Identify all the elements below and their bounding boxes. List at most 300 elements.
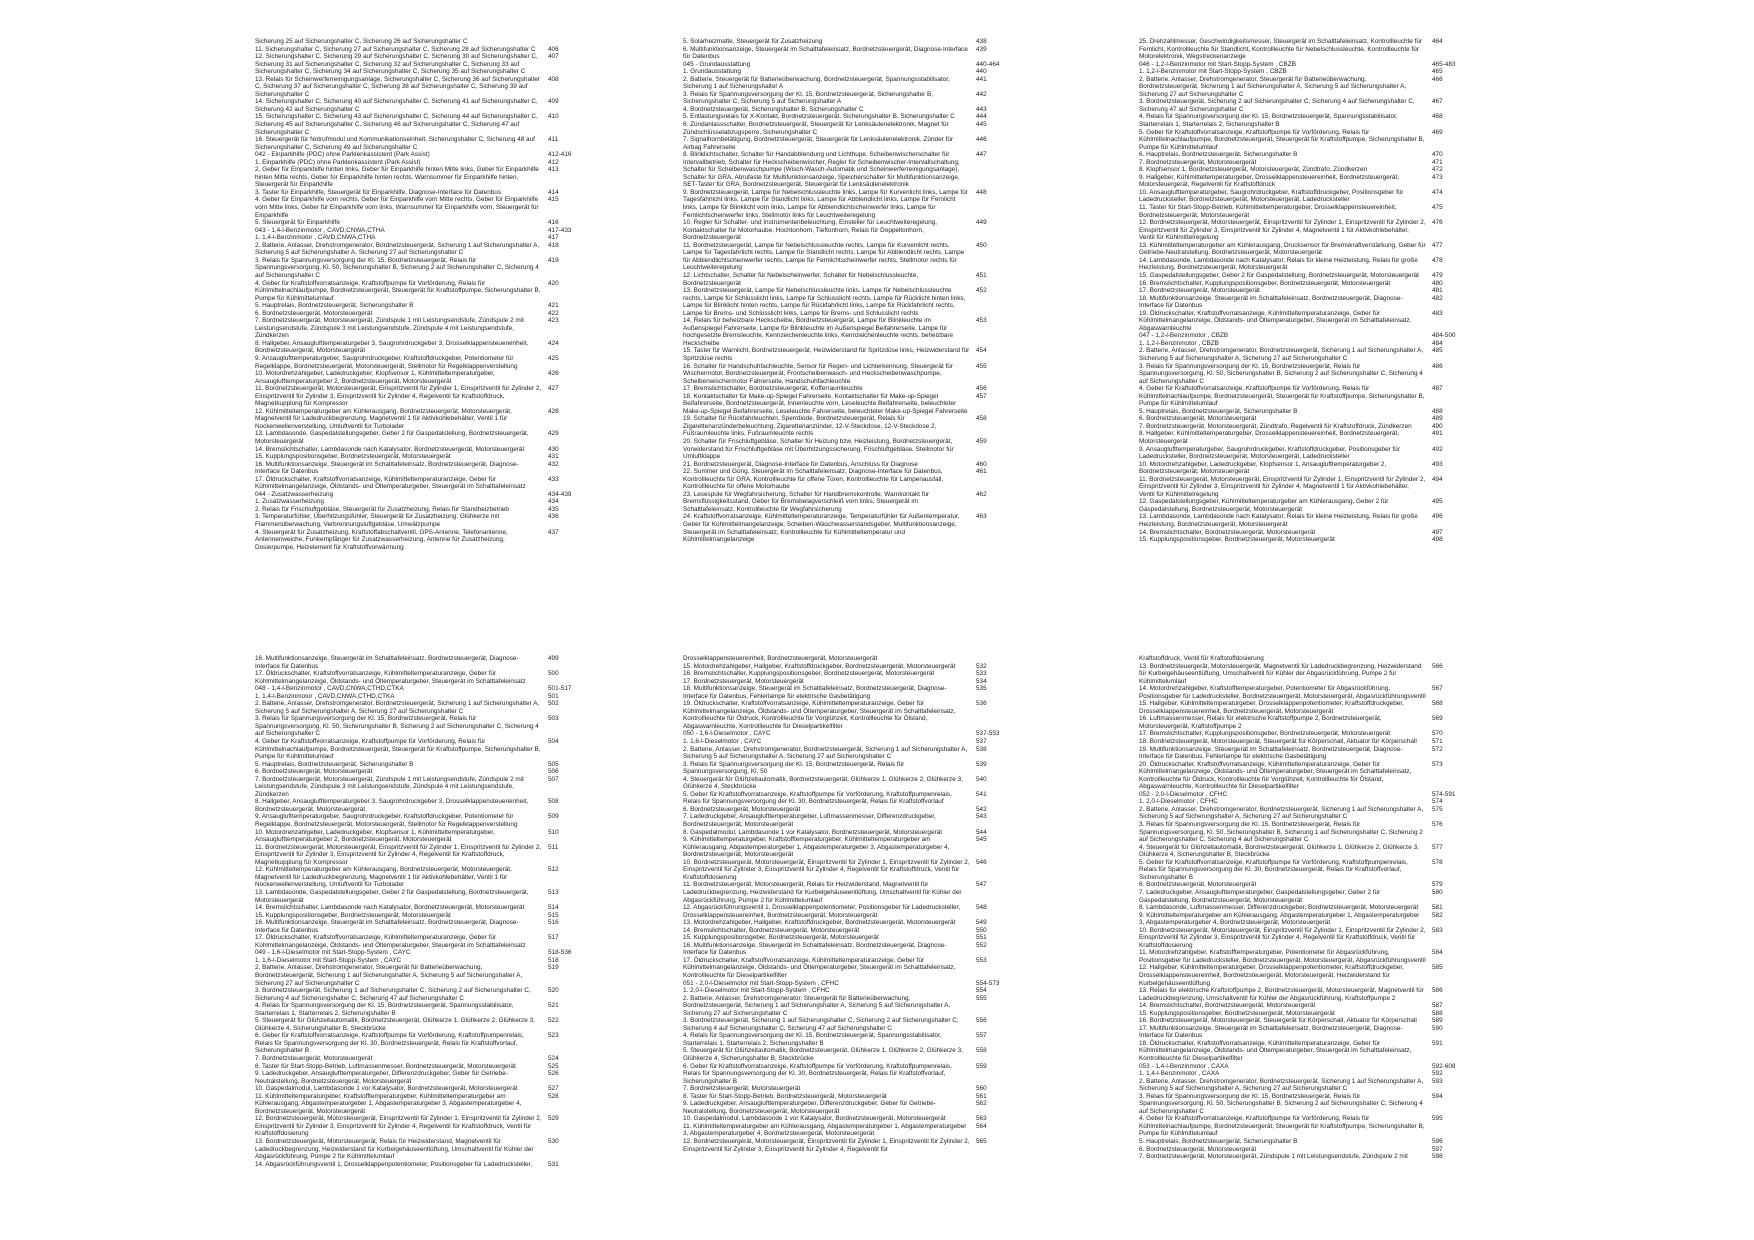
entry-text: 7. Bordnetzsteuergerät, Motorsteuergerät, Zündspule 1 mit Leistungsendstufe, Zündspule 2 mit Leistungsendstufe, Zündspule 3 mit Leistungsendstufe, Zündspule 4 mit Leistungsendstufe, Zündkerzen (255, 317, 524, 340)
index-entry-row (1139, 385, 1472, 408)
entry-page-number: 442 (976, 90, 987, 98)
index-entry-row (683, 136, 1016, 151)
entry-text: 4. Steuergerät für Glühzeitautomatik, Bordnetzsteuergerät, Glühkerze 1, Glühkerze 2, Glühkerze 3, Glühkerze 4, Sicherungshalter B, Steckbrücke (1139, 843, 1419, 859)
entry-page-number: 408 (548, 75, 559, 83)
entry-page-number: 482 (1432, 294, 1443, 302)
index-entry-row (255, 1138, 588, 1161)
entry-text: 17. Öldruckschalter, Kraftstoffvorratsanzeige, Kühlmitteltemperaturanzeige, Geber für Kühlmittelmangelanzeige, Öldstands- und Öltemperaturgeber, Steuergerät im Schalttafeleinsatz (255, 670, 526, 685)
entry-page-number: 447 (976, 151, 987, 159)
index-entry-row (683, 438, 1016, 461)
section-heading-row (683, 730, 1016, 738)
entry-text: 15. Sicherungshalter C, Sicherung 43 auf Sicherungshalter C, Sicherung 44 auf Sicherungshalter C, Sicherung 45 auf Sicherungshalter C, Sicherung 46 auf Sicherungshalter C, Sicherung 47 auf Sicherungshalter C (255, 113, 538, 136)
section-page-range: 484-500 (1432, 332, 1456, 340)
entry-page-number: 524 (548, 1054, 559, 1062)
index-entry-row (255, 1070, 588, 1085)
index-entry-row (255, 196, 588, 219)
entry-text: 13. Motordrehzahlgeber, Hallgeber, Kraftstoffdruckgeber, Bordnetzsteuergerät, Motorsteuergerät (683, 919, 956, 927)
index-entry-row (255, 693, 588, 701)
index-entry-row (683, 957, 1016, 980)
index-entry-row (1139, 310, 1472, 333)
entry-text: 3. Relais für Spannungsversorgung der Kl. 15, Bordnetzsteuergerät, Relais für Spannungsversorgung, Kl. 50 (683, 760, 905, 776)
section-page-range: 417-433 (548, 226, 572, 234)
section-page-range: 518-536 (548, 949, 572, 957)
entry-text: 8. Taster für Start-Stopp-Betrieb, Luftmassenmesser, Bordnetzsteuergerät, Motorsteuergerät (255, 1062, 516, 1070)
entry-text: 5. Hauptrelais, Bordnetzsteuergerät, Sicherungshalter B (255, 302, 414, 310)
entry-text: 11. Bordnetzsteuergerät, Motorsteuergerät, Einspritzventil für Zylinder 1, Einspritzventil für Zylinder 2, Einspritzventil für Zylinder 3, Einspritzventil für Zylinder 4, Magnetventil 1 für Aktivkohlebehälter, Ventil für Kühlmittelregelung (1139, 475, 1426, 498)
index-entry-row (1139, 423, 1472, 431)
index-entry-row (1139, 949, 1472, 964)
entry-page-number: 537 (976, 738, 987, 746)
entry-text: 13. Bordnetzsteuergerät, Motorsteuergerät, Magnetventil für Ladedruckbegrenzung, Heizwiderstand für Kurbelgehäuseentlüftung, Umschaltventil für Kühler der Abgasrückführung, Pumpe 2 für Kühlmittelumlauf (1139, 662, 1422, 685)
entry-text: 15. Kupplungspositionsgeber, Bordnetzsteuergerät, Motorsteuergerät (255, 453, 451, 461)
index-entry-row (1139, 806, 1472, 821)
entry-page-number: 499 (548, 655, 559, 662)
entry-page-number: 552 (976, 941, 987, 949)
entry-text: 5. Geber für Kraftstoffvorratsanzeige, Kraftstoffpumpe für Vorförderung, Kraftstoffpumpenrelais, Relais für Spannungsversorgung der Kl. 30, Bordnetzsteuergerät, Relais für Kraftstoffvorlauf, Sicherungshalter B (1139, 858, 1408, 881)
index-entry-row (683, 1093, 1016, 1101)
entry-text: 18. Öldruckschalter, Kraftstoffvorratsanzeige, Kühlmitteltemperaturanzeige, Geber für Kühlmittelmangelanzeige, Öldstands- und Öltemperaturgeber, Steuergerät im Schalttafeleinsatz, Kontrollleuchte für Dieselpartikelfilter (1139, 1039, 1412, 1062)
index-entry-row (683, 461, 1016, 469)
entry-page-number: 579 (1432, 881, 1443, 889)
section-heading-row (255, 491, 588, 499)
section-title: 044 - Zusatzwasserheizung (255, 490, 334, 498)
entry-text: 4. Relais für Spannungsversorgung der Kl. 15, Bordnetzsteuergerät, Spannungsstabilisator, Starterrelais 1, Starterrelais 2, Sicherungshalter B (1139, 113, 1398, 129)
index-entry-row (255, 453, 588, 461)
index-entry-row (255, 446, 588, 454)
index-entry-row (683, 91, 1016, 106)
entry-text: 5. Steuergerät für Einparkhilfe (255, 219, 340, 227)
entry-text: 12. Hallgeber, Kühlmitteltemperaturgeber, Drosselklappenpotentiometer, Kraftstoffdruckgeber, Drosselklappensteuereinheit, Bordnetzsteuergerät, Motorsteuergerät, Heizwiderstand für Kurbelgehäuseentlüftung (1139, 964, 1404, 987)
index-entry-row (683, 106, 1016, 114)
index-entry-row (255, 53, 588, 76)
entry-text: 19. Schalter für Rückfahrleuchten, Sperrdiode, Bordnetzsteuergerät, Relais für Zigarettenanzünderbeleuchtung, Zigarettenanzünder, 12-V-Steckdose, 12-V-Steckdose 2, Fußraumleuchte links, Fußraumleuchte rechts (683, 415, 937, 438)
entry-text: 6. Geber für Kraftstoffvorratsanzeige, Kraftstoffpumpe für Vorförderung, Kraftstoffpumpenrelais, Relais für Spannungsversorgung der Kl. 30, Bordnetzsteuergerät, Relais für Kraftstoffvorlauf, Sicherungshalter B (683, 1062, 952, 1085)
entry-text: 2. Batterie, Steuergerät für Batterieüberwachung, Bordnetzsteuergerät, Spannungsstabilisator, Sicherung 1 auf Sicherungshalter A (683, 75, 950, 91)
entry-page-number: 430 (548, 445, 559, 453)
index-entry-row (1139, 113, 1472, 128)
index-entry-row (255, 234, 588, 242)
entry-page-number: 465 (1432, 68, 1443, 76)
index-entry-row (683, 363, 1016, 386)
entry-text: 14. Abgasrückführungsventil 1, Drosselklappenpotentiometer, Positionsgeber für Ladedrucksteller, (255, 1160, 533, 1168)
index-entry-row (683, 385, 1016, 393)
entry-text: 13. Lambdasonde, Gaspedalstellungsgeber, Geber 2 für Gaspedalstellung, Bordnetzsteuergerät, Motorsteuergerät (255, 430, 529, 445)
entry-page-number: 462 (976, 490, 987, 498)
index-entry-row (1139, 166, 1472, 174)
entry-page-number: 516 (548, 919, 559, 927)
index-entry-row (255, 829, 588, 844)
section-heading-row (255, 685, 588, 693)
index-entry-row (255, 408, 588, 431)
entry-page-number: 464 (1432, 38, 1443, 45)
index-entry-row (255, 889, 588, 904)
index-entry-row (1139, 461, 1472, 476)
entry-text: 10. Regler für Schalter- und Instrumentenbeleuchtung, Einsteller für Leuchtweiteregelung, Kontaktschalter für Motorhaube, Hochtonhorn, Tieftonhorn, Relais für Doppeltonhorn, Bordnetzsteuergerät (683, 219, 937, 242)
entry-page-number: 540 (976, 775, 987, 783)
entry-text: 14. Sicherungshalter C, Sicherung 40 auf Sicherungshalter C, Sicherung 41 auf Sicherungshalter C, Sicherung 42 auf Sicherungshalter C (255, 98, 538, 113)
entry-page-number: 509 (548, 813, 559, 821)
index-entry-row (683, 1047, 1016, 1062)
index-entry-row (683, 859, 1016, 882)
entry-text: 2. Batterie, Anlasser, Drehstromgenerator, Bordnetzsteuergerät, Sicherung 1 auf Sicherungshalter A, Sicherung 5 auf Sicherungshalter A, Sicherung 27 auf Sicherungshalter C (1139, 805, 1424, 821)
entry-text: 15. Kupplungspositionsgeber, Bordnetzsteuergerät, Motorsteuergerät (1139, 536, 1335, 544)
entry-text: 5. Solarheizmatte, Steuergerät für Zusatzheizung (683, 38, 823, 45)
entry-text: 7. Ladedruckgeber, Ansauglufttemperaturgeber, Luftmassenmesser, Differenzdruckgeber, Bordnetzsteuergerät, Motorsteuergerät (683, 813, 936, 829)
section-page-range: 592-608 (1432, 1062, 1456, 1070)
index-entry-row (255, 242, 588, 257)
index-entry-row (683, 1063, 1016, 1086)
entry-page-number: 542 (976, 805, 987, 813)
entry-text: 2. Relais für Frischluftgebläse, Steuergerät für Zusatzheizung, Relais für Standheizbetrieb (255, 505, 509, 513)
index-entry-row (1139, 927, 1472, 950)
entry-page-number: 483 (1432, 309, 1443, 317)
section-heading-row (255, 227, 588, 235)
index-entry-row (255, 798, 588, 813)
index-entry-row (255, 430, 588, 445)
index-entry-row (1139, 1093, 1472, 1116)
index-entry-row (1139, 1138, 1472, 1146)
entry-text: 12. Kühlmitteltemperaturgeber am Kühlerausgang, Bordnetzsteuergerät, Motorsteuergerät, Magnetventil für Ladedruckbegrenzung, Magnetventil 1 für Aktivkohlebehälter, Ventil 1 für Nockenwellenverstellung, Umluftventil für Turbolader (255, 866, 512, 889)
index-entry-row (255, 113, 588, 136)
entry-page-number: 436 (548, 513, 559, 521)
entry-text: 6. Bordnetzsteuergerät, Motorsteuergerät (1139, 415, 1257, 423)
entry-text: 8. Klopfsensor 1, Bordnetzsteuergerät, Motorsteuergerät, Zündtrafo, Zündkerzen (1139, 166, 1368, 174)
entry-page-number: 594 (1432, 1092, 1443, 1100)
entry-page-number: 504 (548, 738, 559, 746)
entry-page-number: 410 (548, 113, 559, 121)
entry-text: 1. 1,4-l-Benzinmotor , CAXA (1139, 1070, 1220, 1078)
entry-text: 2. Geber für Einparkhilfe hinten links, Geber für Einparkhilfe hinten Mitte links, Geber für Einparkhilfe hinten Mitte rechts, Geber für Einparkhilfe hinten rechts, Warnsummer für Einparkhilfe hinten, Steuergerät für Einparkhilfe (255, 166, 539, 189)
index-entry-row (683, 927, 1016, 935)
entry-page-number: 435 (548, 505, 559, 513)
entry-text: 11. Bordnetzsteuergerät, Motorsteuergerät, Einspritzventil für Zylinder 1, Einspritzventil für Zylinder 2, Einspritzventil für Zylinder 3, Einspritzventil für Zylinder 4, Regelventil für Kraftstoffdruck, Magnetkupplung für Kompressor (255, 843, 542, 866)
entry-text: 16. Luftmassenmesser, Relais für elektrische Kraftstoffpumpe 2, Bordnetzsteuergerät, Motorsteuergerät, Kraftstoffpumpe 2 (1139, 715, 1382, 730)
index-entry-row (683, 761, 1016, 776)
section-page-range: 537-553 (976, 730, 1000, 738)
index-entry-row (255, 776, 588, 799)
entry-page-number: 425 (548, 354, 559, 362)
entry-text: 17. Öldruckschalter, Kraftstoffvorratsanzeige, Kühlmitteltemperaturanzeige, Geber für Kühlmittelmangelanzeige, Öldstands- und Öltemperaturgeber, Steuergerät im Schalttafeleinsatz (255, 475, 526, 491)
entry-page-number: 523 (548, 1032, 559, 1040)
entry-page-number: 491 (1432, 430, 1443, 438)
index-entry-row (683, 1138, 1016, 1153)
index-entry-row (683, 1115, 1016, 1123)
index-entry-row (1139, 340, 1472, 348)
entry-text: 1. Zusatzwasserheizung (255, 498, 324, 506)
entry-page-number: 417 (548, 234, 559, 242)
index-entry-row (255, 257, 588, 280)
entry-text: 1. 2,0-l-Dieselmotor , CFHC (1139, 798, 1218, 806)
entry-page-number: 489 (1432, 415, 1443, 423)
entry-text: 17. Öldruckschalter, Kraftstoffvorratsanzeige, Kühlmitteltemperaturanzeige, Geber für Kühlmittelmangelanzeige, Öldstands- und Öltemperaturgeber, Steuergerät im Schalttafeleinsatz (255, 934, 526, 949)
entry-text: 6. Bordnetzsteuergerät, Motorsteuergerät (1139, 881, 1257, 889)
index-entry-row (683, 791, 1016, 806)
entry-text: 4. Geber für Kraftstoffvorratsanzeige, Kraftstoffpumpe für Vorförderung, Relais für Kühlmittelnachlaufpumpe, Bordnetzsteuergerät, Steuergerät für Kraftstoffpumpe, Sicherungshalter B, Pumpe für Kühlmittelumlauf (1139, 1115, 1425, 1138)
entry-text: 15. Hallgeber, Kühlmitteltemperaturgeber, Drosselklappenpotentiometer, Kraftstoffdruckgeber, Drosselklappensteuereinheit, Bordnetzsteuergerät, Motorsteuergerät (1139, 700, 1404, 715)
entry-page-number: 591 (1432, 1039, 1443, 1047)
section-title: 048 - 1,4-l-Benzinmotor , CAVD,CNWA,CTHD,CTKA (255, 685, 404, 693)
entry-text: 11. Bordnetzsteuergerät, Lampe für Nebelschlussleuchte rechts, Lampe für Kurvenlicht rechts, Lampe für Tagesfahrlicht rechts, Lampe für Standlicht rechts, Lampe für Abblendlicht rechts, Lampe für Abbiendlichtscheinwerfer rechts, Lampe für Fernlichtscheinwerfer rechts, Stellmotor rechts für Leuchtweiteregelung (683, 241, 965, 272)
entry-text: 16. Steuergerät für Notrufmodul und Kommunikationseinheit, Sicherungshalter C, Sicherung 48 auf Sicherungshalter C, Sicherung 49 auf Sicherungshalter C (255, 136, 535, 151)
index-column-top-left (255, 38, 588, 551)
index-entry-row (683, 685, 1016, 700)
entry-page-number: 505 (548, 760, 559, 768)
entry-text: 15. Kupplungspositionsgeber, Bordnetzsteuergerät, Motorsteuergerät (1139, 1009, 1335, 1017)
entry-page-number: 587 (1432, 1002, 1443, 1010)
entry-text: 4. Geber für Einparkhilfe vorn rechts, Geber für Einparkhilfe vorn Mitte rechts, Geber für Einparkhilfe vorn Mitte links, Geber für Einparkhilfe vorn links, Warnsummer für Einparkhilfe vorn, Steuergerät für Einparkhilfe (255, 196, 539, 219)
index-entry-row (1139, 513, 1472, 528)
entry-page-number: 576 (1432, 821, 1443, 829)
section-page-range: 440-464 (976, 60, 1000, 68)
entry-text: 13. Lambdasonde, Gaspedalstellungsgeber, Geber 2 für Gaspedalstellung, Bordnetzsteuergerät, Motorsteuergerät (255, 888, 529, 904)
entry-text: 8. Taster für Start-Stopp-Betrieb, Bordnetzsteuergerät, Motorsteuergerät (683, 1092, 887, 1100)
entry-text: 14. Motordrehzahlgeber, Kraftstofftemperaturgeber, Potentiometer für Abgasrückführung, Positionsgeber für Ladedrucksteller, Bordnetzsteuergerät, Motorsteuergerät, Abgasrückführungsventil (1139, 685, 1426, 700)
index-entry-row (255, 1002, 588, 1017)
index-entry-row (1139, 347, 1472, 362)
entry-text: 14. Bremslichtschalter, Bordnetzsteuergerät, Motorsteuergerät (1139, 1002, 1316, 1010)
entry-text: 6. Hauptrelais, Bordnetzsteuergerät, Sicherungshalter B (1139, 151, 1298, 159)
index-entry-row (1139, 663, 1472, 686)
entry-page-number: 432 (548, 460, 559, 468)
index-entry-row (1139, 655, 1472, 663)
entry-page-number: 434 (548, 498, 559, 506)
entry-text: 5. Hauptrelais, Bordnetzsteuergerät, Sicherungshalter B (255, 760, 414, 768)
entry-page-number: 593 (1432, 1077, 1443, 1085)
entry-text: 7. Ladedruckgeber, Ansauglufttemperaturgeber, Gaspedalstellungsgeber, Geber 2 für Gaspedalstellung, Bordnetzsteuergerät, Motorsteuergerät (1139, 888, 1381, 904)
index-entry-row (1139, 287, 1472, 295)
entry-page-number: 420 (548, 279, 559, 287)
entry-text: 10. Gaspedalmodul, Lambdasonde 1 vor Katalysator, Bordnetzsteuergerät, Motorsteuergerät (255, 1085, 518, 1093)
entry-page-number: 429 (548, 430, 559, 438)
entry-text: 19. Öldruckschalter, Kraftstoffvorratsanzeige, Kühlmitteltemperaturanzeige, Geber für Kühlmittelmangelanzeige, Öldstands- und Öltemperaturgeber, Steuergerät im Schalttafeleinsatz, Kontrollleuchte für Öldruck, Kontrollleuchte für Vorglühzeit, Kontrollleuchte für Ölstand, Abgaswarnleuchte, Kontrollleuchte für Dieselpartikelfilter (683, 700, 956, 730)
entry-text: 9. Kühlmitteltemperaturgeber am Kühlerausgang, Abgastemperaturgeber 1, Abgastemperaturgeber 3, Abgastemperaturgeber 4, Bordnetzsteuergerät, Motorsteuergerät (1139, 911, 1420, 927)
section-title: 053 - 1,4-l-Benzinmotor , CAXA (1139, 1062, 1229, 1070)
entry-text: 1. 1,6-l-Dieselmotor , CAYC (683, 738, 762, 746)
entry-page-number: 573 (1432, 760, 1443, 768)
index-entry-row (1139, 844, 1472, 859)
section-page-range: 465-483 (1432, 60, 1456, 68)
index-entry-row (683, 700, 1016, 730)
entry-text: 5. Geber für Kraftstoffvorratsanzeige, Kraftstoffpumpe für Vorförderung, Relais für Kühlmittelnachlaufpumpe, Bordnetzsteuergerät, Steuergerät für Kraftstoffpumpe, Sicherungshalter B, Pumpe für Kühlmittelumlauf (1139, 128, 1425, 151)
entry-page-number: 486 (1432, 362, 1443, 370)
index-entry-row (255, 761, 588, 769)
index-entry-row (255, 385, 588, 408)
entry-text: 2. Batterie, Anlasser, Drehstromgenerator, Steuergerät für Batterieüberwachung, Bordnetzsteuergerät, Sicherung 1 auf Sicherungshalter A, Sicherung 5 auf Sicherungshalter A, Sicherung 27 auf Sicherungshalter C (683, 994, 951, 1017)
entry-page-number: 568 (1432, 700, 1443, 708)
entry-page-number: 541 (976, 790, 987, 798)
entry-text: 2. Batterie, Anlasser, Drehstromgenerator, Steuergerät für Batterieüberwachung, Bordnetzsteuergerät, Sicherung 1 auf Sicherungshalter A, Sicherung 5 auf Sicherungshalter A, Sicherung 27 auf Sicherungshalter C (1139, 75, 1407, 98)
section-heading-row (683, 980, 1016, 988)
entry-text: 6. Zündanlassschalter, Bordnetzsteuergerät, Steuergerät für Lenksäulenelektronik, Magnet für Zündschlüsselabzugsperre, Sicherungshalter C (683, 121, 949, 136)
index-entry-row (255, 219, 588, 227)
entry-page-number: 575 (1432, 805, 1443, 813)
entry-text: 9. Bordnetzsteuergerät, Lampe für Nebelschlussleuchte links, Lampe für Kurvenlicht links, Lampe für Tagesfahrlicht links, Lampe für Standlicht links, Lampe für Abblendlicht links, Lampe für Fernlicht links, Lampe für Blinklicht vorn links, Lampe für Abbiendlichtscheinwerfer links, Lampe für Fernlichtscheinwerfer links, Stellmotor links für Leuchtweiteregelung (683, 188, 968, 219)
index-entry-row (1139, 189, 1472, 204)
entry-page-number: 559 (976, 1062, 987, 1070)
entry-text: 3. Taster für Einparkhilfe, Steuergerät für Einparkhilfe, Diagnose-Interface für Datenbus (255, 188, 502, 196)
entry-page-number: 545 (976, 836, 987, 844)
entry-page-number: 572 (1432, 745, 1443, 753)
index-entry-row (683, 1085, 1016, 1093)
index-entry-row (1139, 904, 1472, 912)
entry-page-number: 478 (1432, 256, 1443, 264)
entry-page-number: 456 (976, 385, 987, 393)
index-entry-row (1139, 204, 1472, 219)
index-entry-row (1139, 889, 1472, 904)
index-entry-row (1139, 1070, 1472, 1078)
entry-text: 17. Bremslichtschalter, Kupplungspositionsgeber, Bordnetzsteuergerät, Motorsteuergerät (1139, 730, 1391, 738)
entry-text: 12. Kühlmitteltemperaturgeber am Kühlerausgang, Bordnetzsteuergerät, Motorsteuergerät, Magnetventil für Ladedruckbegrenzung, Magnetventil 1 für Aktivkohlebehälter, Ventil 1 für Nockenwellenverstellung, Umluftventil für Turbolader (255, 407, 512, 430)
index-entry-row (1139, 408, 1472, 416)
entry-text: 2. Batterie, Anlasser, Drehstromgenerator, Bordnetzsteuergerät, Sicherung 1 auf Sicherungshalter A, Sicherung 5 auf Sicherungshalter A, Sicherung 27 auf Sicherungshalter C (683, 745, 968, 761)
index-entry-row (255, 46, 588, 54)
index-entry-row (255, 461, 588, 476)
entry-text: 3. Relais für Spannungsversorgung der Kl. 15, Bordnetzsteuergerät, Relais für Spannungsversorgung, Kl. 50, Sicherungshalter B, Sicherung 2 auf Sicherungshalter C, Sicherung 4 auf Sicherungshalter C (255, 256, 539, 279)
entry-page-number: 433 (548, 475, 559, 483)
index-entry-row (255, 738, 588, 761)
entry-page-number: 546 (976, 858, 987, 866)
index-entry-row (1139, 761, 1472, 791)
entry-text: 2. Batterie, Anlasser, Drehstromgenerator, Bordnetzsteuergerät, Sicherung 1 auf Sicherungshalter A, Sicherung 5 auf Sicherungshalter A, Sicherung 27 auf Sicherungshalter C (255, 700, 540, 715)
entry-text: 10. Motordrehzahlgeber, Ladedruckgeber, Klopfsensor 1, Kühlmitteltemperaturgeber, Ansauglufttemperaturgeber 2, Bordnetzsteuergerät, Motorsteuergerät (255, 828, 495, 844)
entry-page-number: 527 (548, 1085, 559, 1093)
entry-text: Sicherung 25 auf Sicherungshalter C, Sicherung 26 auf Sicherungshalter C (255, 38, 468, 45)
index-entry-row (683, 934, 1016, 942)
index-entry-row (1139, 446, 1472, 461)
entry-text: 6. Bordnetzsteuergerät, Motorsteuergerät (1139, 1145, 1257, 1153)
index-entry-row (1139, 98, 1472, 113)
index-entry-row (683, 68, 1016, 76)
entry-page-number: 584 (1432, 949, 1443, 957)
entry-text: 11. Kühlmitteltemperaturgeber, Kraftstofftemperaturgeber, Kühlmitteltemperaturgeber am Kühlerausgang, Abgastemperaturgeber 1, Abgastemperaturgeber 3, Abgastemperaturgeber 4, Bordnetzsteuergerät, Motorsteuergerät (255, 1092, 522, 1115)
index-entry-row (255, 98, 588, 113)
entry-text: 3. Relais für Spannungsversorgung der Kl. 15, Bordnetzsteuergerät, Relais für Spannungsversorgung, Kl. 50, Sicherungshalter B, Sicherung 2 auf Sicherungshalter C, Sicherung 4 auf Sicherungshalter C (1139, 362, 1423, 385)
entry-page-number: 409 (548, 98, 559, 106)
entry-page-number: 564 (976, 1122, 987, 1130)
entry-page-number: 441 (976, 75, 987, 83)
entry-text: 8. Hallgeber, Ansauglufttemperaturgeber 3, Saugrohrdruckgeber 3, Drosselklappensteuereinheit, Bordnetzsteuergerät, Motorsteuergerät (255, 798, 529, 813)
index-entry-row (1139, 280, 1472, 288)
section-title: 047 - 1,2-l-Benzinmotor , CBZB (1139, 332, 1229, 340)
index-entry-row (255, 1032, 588, 1055)
entry-text: 16. Bremslichtschalter, Kupplungspositionsgeber, Bordnetzsteuergerät, Motorsteuergerät (1139, 279, 1391, 287)
entry-page-number: 512 (548, 866, 559, 874)
entry-text: 17. Bremslichtschalter, Bordnetzsteuergerät, Kofferraumleuchte (683, 385, 863, 393)
entry-page-number: 574 (1432, 798, 1443, 806)
index-entry-row (1139, 76, 1472, 99)
entry-text: 9. Ladedruckgeber, Ansauglufttemperaturgeber, Differenzdruckgeber, Geber für Getriebe-Neutralstellung, Bordnetzsteuergerät, Motorsteuergerät (683, 1100, 936, 1115)
entry-text: 5. Entlastungsrelais für X-Kontakt, Bordnetzsteuergerät, Sicherungshalter B, Sicherungshalter C (683, 113, 955, 121)
index-entry-row (255, 370, 588, 385)
entry-page-number: 459 (976, 437, 987, 445)
entry-page-number: 556 (976, 1017, 987, 1025)
entry-page-number: 561 (976, 1092, 987, 1100)
entry-text: 9. Ansauglufttemperaturgeber, Saugrohrdruckgeber, Kraftstoffdruckgeber, Potentiometer für Regelklappe, Bordnetzsteuergerät, Motorsteuergerät, Stellmotor für Regelklappenverstellung (255, 813, 518, 829)
entry-text: 3. Relais für Spannungsversorgung der Kl. 15, Bordnetzsteuergerät, Relais für Spannungsversorgung, Kl. 50, Sicherungshalter B, Sicherung 1 auf Sicherungshalter C, Sicherung 2 auf Sicherungshalter C, Sicherung 4 auf Sicherungshalter C (1139, 821, 1423, 844)
index-entry-row (683, 272, 1016, 287)
entry-text: 9. Ladedruckgeber, Ansauglufttemperaturgeber, Differenzdruckgeber, Geber für Getriebe-Neutralstellung, Bordnetzsteuergerät, Motorsteuergerät (255, 1070, 508, 1085)
section-heading-row (1139, 332, 1472, 340)
index-entry-row (683, 242, 1016, 272)
entry-page-number: 407 (548, 53, 559, 61)
entry-text: 9. Hallgeber, Kühlmitteltemperaturgeber, Drosselklappensteuereinheit, Bordnetzsteuergerät, Motorsteuergerät, Regelventil für Kraftstoffdruck (1139, 173, 1400, 189)
entry-page-number: 533 (976, 670, 987, 678)
entry-page-number: 560 (976, 1085, 987, 1093)
entry-page-number: 590 (1432, 1024, 1443, 1032)
index-entry-row (1139, 738, 1472, 746)
entry-text: 14. Bremslichtschalter, Bordnetzsteuergerät, Motorsteuergerät (683, 926, 860, 934)
entry-text: 4. Geber für Kraftstoffvorratsanzeige, Kraftstoffpumpe für Vorförderung, Relais für Kühlmittelnachlaufpumpe, Bordnetzsteuergerät, Steuergerät für Kraftstoffpumpe, Sicherungshalter B, Pumpe für Kühlmittelumlauf (255, 279, 541, 302)
entry-text: 20. Schalter für Frischluftgebläse, Schalter für Heizung bzw. Heizleistung, Bordnetzsteuergerät, Vorwiderstand für Frischluftgebläse mit Überhitzungssicherung, Frischluftgebläse, Stellmotor für Umluftklappe (683, 437, 954, 461)
index-entry-row (255, 1063, 588, 1071)
entry-page-number: 479 (1432, 271, 1443, 279)
entry-text: 7. Bordnetzsteuergerät, Motorsteuergerät, Zündspule 1 mit Leistungsendstufe, Zündspule 2 mit Leistungsendstufe, Zündspule 3 mit Leistungsendstufe, Zündspule 4 mit Leistungsendstufe, Zündkerzen (255, 775, 524, 798)
entry-page-number: 543 (976, 813, 987, 821)
entry-page-number: 569 (1432, 715, 1443, 723)
index-entry-row (255, 1093, 588, 1116)
entry-text: 11. Motordrehzahlgeber, Kraftstofftemperaturgeber, Potentiometer für Abgasrückführung, Positionsgeber für Ladedrucksteller, Bordnetzsteuergerät, Motorsteuergerät, Abgasrückführungsventil (1139, 949, 1426, 964)
entry-page-number: 588 (1432, 1009, 1443, 1017)
index-entry-row (255, 964, 588, 987)
index-entry-row (1139, 476, 1472, 499)
entry-page-number: 473 (1432, 173, 1443, 181)
entry-text: 7. Bordnetzsteuergerät, Motorsteuergerät, Zündspule 1 mit Leistungsendstufe, Zündspule 2 mit (1139, 1153, 1408, 1161)
entry-text: 14. Bremslichtschalter, Bordnetzsteuergerät, Motorsteuergerät (1139, 528, 1316, 536)
entry-text: 5. Geber für Kraftstoffvorratsanzeige, Kraftstoffpumpe für Vorförderung, Kraftstoffpumpenrelais, Relais für Spannungsversorgung der Kl. 30, Bordnetzsteuergerät, Relais für Kraftstoffvorlauf (683, 790, 952, 806)
entry-text: 4. Relais für Spannungsversorgung der Kl. 15, Bordnetzsteuergerät, Spannungsstabilisator, Starterrelais 1, Starterrelais 2, Sicherungshalter B (683, 1032, 942, 1047)
entry-page-number: 438 (976, 38, 987, 45)
index-entry-row (255, 700, 588, 715)
entry-page-number: 598 (1432, 1153, 1443, 1161)
index-entry-row (255, 912, 588, 920)
entry-page-number: 440 (976, 68, 987, 76)
entry-page-number: 474 (1432, 188, 1443, 196)
entry-text: 10. Motordrehzahlgeber, Ladedruckgeber, Klopfsensor 1, Kühlmitteltemperaturgeber, Ansauglufttemperaturgeber 2, Bordnetzsteuergerät, Motorsteuergerät (255, 370, 495, 385)
entry-page-number: 475 (1432, 204, 1443, 212)
index-entry-row (683, 415, 1016, 438)
section-title: 046 - 1,2-l-Benzinmotor mit Start-Stopp-System , CBZB (1139, 60, 1296, 68)
entry-text: 7. Bordnetzsteuergerät, Motorsteuergerät (683, 1085, 801, 1093)
entry-text: 2. Batterie, Anlasser, Drehstromgenerator, Steuergerät für Batterieüberwachung, Bordnetzsteuergerät, Sicherung 1 auf Sicherungshalter A, Sicherung 5 auf Sicherungshalter A, Sicherung 27 auf Sicherungshalter C (255, 964, 523, 987)
index-entry-row (1139, 700, 1472, 715)
index-entry-row (683, 670, 1016, 678)
index-entry-row (683, 113, 1016, 121)
index-entry-row (255, 844, 588, 867)
index-entry-row (255, 310, 588, 318)
index-entry-row (683, 38, 1016, 46)
entry-page-number: 427 (548, 385, 559, 393)
index-entry-row (1139, 1025, 1472, 1040)
index-entry-row (255, 189, 588, 197)
entry-text: 11. Taster für Start-Stopp-Betrieb, Kühlmitteltemperaturgeber, Drosselklappensteuereinheit, Bordnetzsteuergerät, Motorsteuergerät (1139, 204, 1397, 219)
index-entry-row (683, 813, 1016, 828)
entry-text: 2. Batterie, Anlasser, Drehstromgenerator, Bordnetzsteuergerät, Sicherung 1 auf Sicherungshalter A, Sicherung 5 auf Sicherungshalter A, Sicherung 27 auf Sicherungshalter C (255, 241, 540, 257)
entry-text: Drosselklappensteuereinheit, Bordnetzsteuergerät, Motorsteuergerät (683, 655, 878, 662)
entry-text: 1. 1,6-l-Dieselmotor mit Start-Stopp-System , CAYC (255, 956, 402, 964)
entry-page-number: 530 (548, 1138, 559, 1145)
entry-text: 8. Hallgeber, Kühlmitteltemperaturgeber, Drosselklappensteuereinheit, Bordnetzsteuergerät, Motorsteuergerät (1139, 430, 1400, 445)
entry-page-number: 472 (1432, 166, 1443, 174)
index-entry-row (1139, 730, 1472, 738)
index-entry-row (1139, 129, 1472, 152)
entry-page-number: 476 (1432, 219, 1443, 227)
index-entry-row (255, 1161, 588, 1169)
entry-page-number: 589 (1432, 1017, 1443, 1025)
index-entry-row (1139, 363, 1472, 386)
index-entry-row (1139, 881, 1472, 889)
entry-page-number: 490 (1432, 422, 1443, 430)
entry-page-number: 439 (976, 45, 987, 53)
